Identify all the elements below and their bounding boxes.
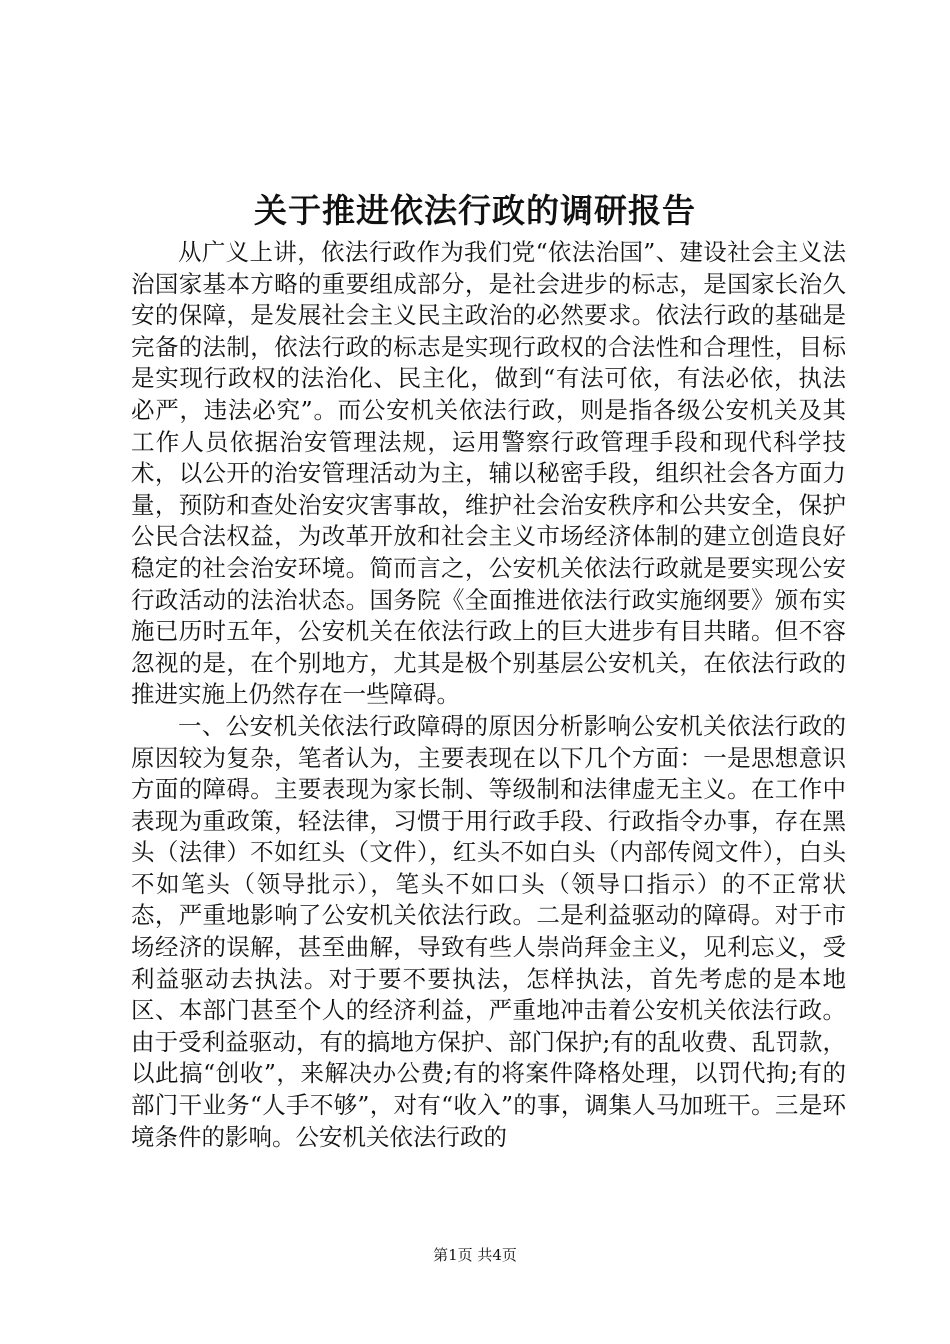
document-title: 关于推进依法行政的调研报告 [254,191,696,230]
page-footer: 第1页 共4页 [433,1246,517,1264]
paragraph-analysis: 一、公安机关依法行政障碍的原因分析影响公安机关依法行政的原因较为复杂，笔者认为，主要表现在以下几个方面：一是思想意识方面的障碍。主要表现为家长制、等级制和法律虚无主义。在工作中表现为重政策，轻法律，习惯于用行政手段、行政指令办事，存在黑头（法律）不如红头（文件），红头不如白头（内部传阅文件），白头不如笔头（领导批示），笔头不如口头（领导口指示）的不正常状态，严重地影响了公安机关依法行政。二是利益驱动的障碍。对于市场经济的误解，甚至曲解，导致有些人崇尚拜金主义，见利忘义，受利益驱动去执法。对于要不要执法，怎样执法，首先考虑的是本地区、本部门甚至个人的经济利益，严重地冲击着公安机关依法行政。由于受利益驱动，有的搞地方保护、部门保护;有的乱收费、乱罚款，以此搞“创收”，来解决办公费;有的将案件降格处理，以罚代拘;有的部门干业务“人手不够”，对有“收入”的事，调集人马加班干。三是环境条件的影响。公安机关依法行政的 [131,711,846,1151]
document-body [131,237,846,1153]
paragraph-intro: 从广义上讲，依法行政作为我们党“依法治国”、建设社会主义法治国家基本方略的重要组成部分，是社会进步的标志，是国家长治久安的保障，是发展社会主义民主政治的必然要求。依法行政的基础是完备的法制，依法行政的标志是实现行政权的合法性和合理性，目标是实现行政权的法治化、民主化，做到“有法可依，有法必依，执法必严，违法必究”。而公安机关依法行政，则是指各级公安机关及其工作人员依据治安管理法规，运用警察行政管理手段和现代科学技术，以公开的治安管理活动为主，辅以秘密手段，组织社会各方面力量，预防和查处治安灾害事故，维护社会治安秩序和公共安全，保护公民合法权益，为改革开放和社会主义市场经济体制的建立创造良好稳定的社会治安环境。简而言之，公安机关依法行政就是要实现公安行政活动的法治状态。国务院《全面推进依法行政实施纲要》颁布实施已历时五年，公安机关在依法行政上的巨大进步有目共睹。但不容忽视的是，在个别地方，尤其是极个别基层公安机关，在依法行政的推进实施上仍然存在一些障碍。 [131,238,846,709]
